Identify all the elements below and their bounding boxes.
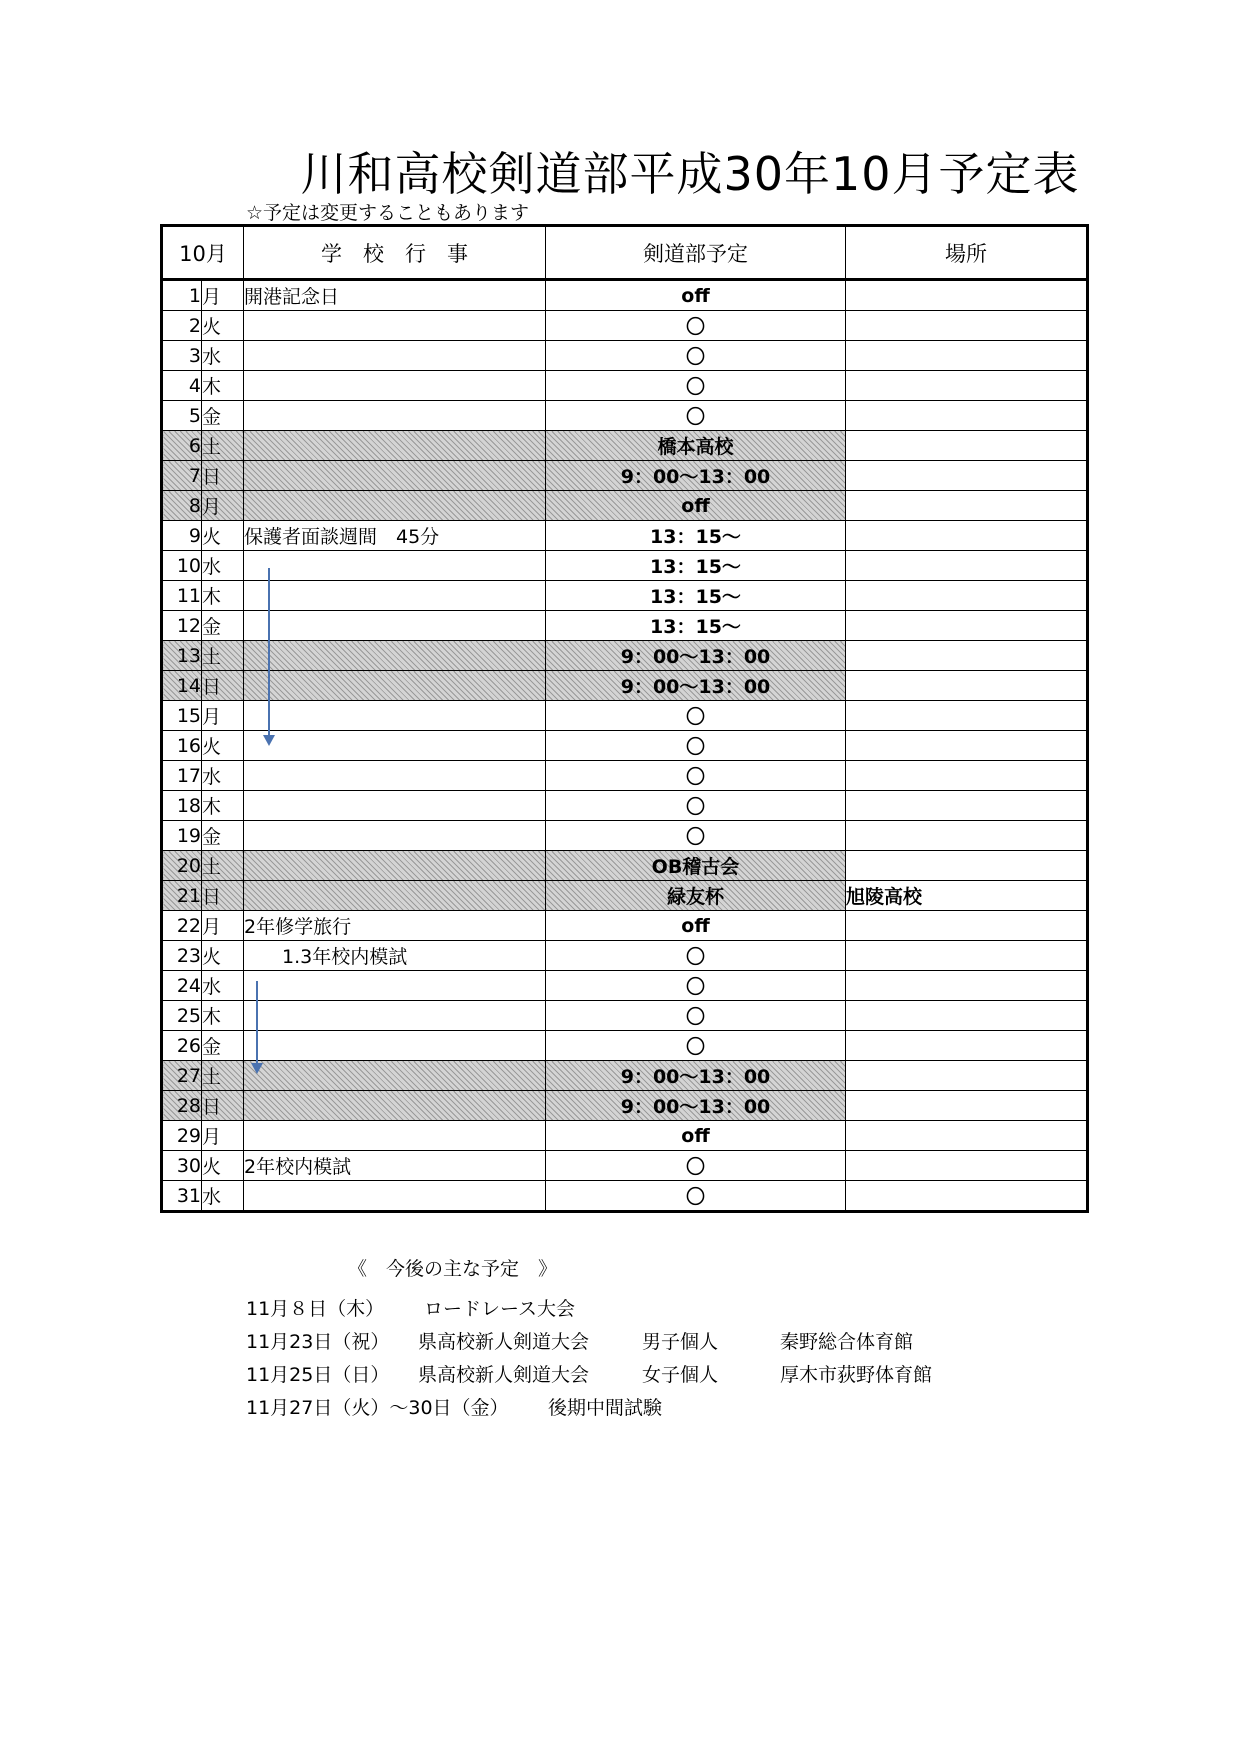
weekday-cell: 月	[202, 1121, 244, 1151]
table-header-row	[162, 226, 1088, 280]
day-cell: 14	[162, 671, 202, 701]
table-row	[162, 431, 1088, 461]
day-cell: 3	[162, 341, 202, 371]
upcoming-date: 11月27日（火）～30日（金）	[246, 1397, 509, 1419]
school-event-cell	[244, 611, 546, 641]
place-cell	[846, 911, 1088, 941]
table-row	[162, 641, 1088, 671]
club-schedule-cell: 〇	[546, 1031, 846, 1061]
weekday-cell: 木	[202, 791, 244, 821]
day-cell: 6	[162, 431, 202, 461]
school-event-cell	[244, 1091, 546, 1121]
school-event-cell	[244, 371, 546, 401]
school-event-cell	[244, 431, 546, 461]
place-cell	[846, 1121, 1088, 1151]
weekday-cell: 水	[202, 1181, 244, 1212]
table-row	[162, 461, 1088, 491]
club-schedule-cell: 〇	[546, 1151, 846, 1181]
club-schedule-cell: 〇	[546, 791, 846, 821]
table-row	[162, 1061, 1088, 1091]
place-cell	[846, 761, 1088, 791]
school-event-cell	[244, 1001, 546, 1031]
club-schedule-cell: 〇	[546, 401, 846, 431]
weekday-cell: 日	[202, 1091, 244, 1121]
table-row	[162, 971, 1088, 1001]
club-schedule-cell: 〇	[546, 701, 846, 731]
table-row	[162, 1031, 1088, 1061]
weekday-cell: 土	[202, 851, 244, 881]
schedule-body	[162, 280, 1088, 1212]
place-cell	[846, 941, 1088, 971]
upcoming-venue: 厚木市荻野体育館	[780, 1364, 933, 1386]
school-event-cell	[244, 971, 546, 1001]
upcoming-venue: 秦野総合体育館	[780, 1331, 914, 1353]
upcoming-date: 11月23日（祝）	[246, 1331, 390, 1353]
day-cell: 18	[162, 791, 202, 821]
weekday-cell: 金	[202, 611, 244, 641]
table-row	[162, 821, 1088, 851]
table-row	[162, 1181, 1088, 1212]
place-cell	[846, 1061, 1088, 1091]
club-schedule-cell: 〇	[546, 761, 846, 791]
school-event-cell	[244, 701, 546, 731]
upcoming-date: 11月８日（木）	[246, 1298, 385, 1320]
table-row	[162, 611, 1088, 641]
club-schedule-cell: 13：15～	[546, 611, 846, 641]
table-row	[162, 911, 1088, 941]
weekday-cell: 水	[202, 761, 244, 791]
place-cell	[846, 851, 1088, 881]
day-cell: 9	[162, 521, 202, 551]
club-schedule-cell: 橋本高校	[546, 431, 846, 461]
table-row	[162, 791, 1088, 821]
day-cell: 24	[162, 971, 202, 1001]
upcoming-event: 県高校新人剣道大会	[418, 1364, 590, 1386]
club-schedule-cell: off	[546, 280, 846, 311]
weekday-cell: 日	[202, 461, 244, 491]
weekday-cell: 火	[202, 311, 244, 341]
place-cell	[846, 431, 1088, 461]
day-cell: 15	[162, 701, 202, 731]
school-event-cell	[244, 881, 546, 911]
weekday-cell: 火	[202, 941, 244, 971]
day-cell: 29	[162, 1121, 202, 1151]
school-event-cell	[244, 821, 546, 851]
place-cell	[846, 461, 1088, 491]
school-event-cell	[244, 491, 546, 521]
school-event-cell	[244, 1121, 546, 1151]
place-cell	[846, 671, 1088, 701]
arrow-icon	[256, 981, 258, 1064]
day-cell: 28	[162, 1091, 202, 1121]
place-cell	[846, 821, 1088, 851]
school-event-cell: 2年修学旅行	[244, 911, 546, 941]
school-event-cell: 1.3年校内模試	[244, 941, 546, 971]
club-schedule-cell: 〇	[546, 731, 846, 761]
place-cell	[846, 401, 1088, 431]
place-cell	[846, 791, 1088, 821]
weekday-cell: 土	[202, 1061, 244, 1091]
schedule-note: ☆予定は変更することもあります	[246, 202, 530, 224]
day-cell: 10	[162, 551, 202, 581]
school-event-cell	[244, 581, 546, 611]
school-event-cell	[244, 341, 546, 371]
club-schedule-cell: 9：00～13：00	[546, 461, 846, 491]
place-cell	[846, 371, 1088, 401]
school-event-cell	[244, 671, 546, 701]
school-event-cell	[244, 401, 546, 431]
club-schedule-cell: 〇	[546, 1181, 846, 1212]
club-schedule-cell: 9：00～13：00	[546, 671, 846, 701]
school-event-cell: 保護者面談週間 45分	[244, 521, 546, 551]
club-schedule-cell: 〇	[546, 971, 846, 1001]
day-cell: 2	[162, 311, 202, 341]
day-cell: 13	[162, 641, 202, 671]
place-cell	[846, 1001, 1088, 1031]
weekday-cell: 月	[202, 911, 244, 941]
day-cell: 26	[162, 1031, 202, 1061]
club-schedule-cell: 〇	[546, 941, 846, 971]
school-event-cell	[244, 641, 546, 671]
weekday-cell: 日	[202, 671, 244, 701]
upcoming-heading: 《 今後の主な予定 》	[348, 1258, 558, 1280]
day-cell: 5	[162, 401, 202, 431]
club-schedule-cell: 〇	[546, 1001, 846, 1031]
place-cell	[846, 1031, 1088, 1061]
club-schedule-cell: 〇	[546, 821, 846, 851]
header-school-events: 学 校 行 事	[244, 226, 546, 280]
weekday-cell: 水	[202, 341, 244, 371]
upcoming-category: 男子個人	[642, 1331, 719, 1353]
school-event-cell	[244, 731, 546, 761]
school-event-cell: 開港記念日	[244, 280, 546, 311]
club-schedule-cell: 緑友杯	[546, 881, 846, 911]
table-row	[162, 311, 1088, 341]
day-cell: 31	[162, 1181, 202, 1212]
weekday-cell: 金	[202, 401, 244, 431]
day-cell: 20	[162, 851, 202, 881]
day-cell: 22	[162, 911, 202, 941]
weekday-cell: 月	[202, 280, 244, 311]
table-row	[162, 671, 1088, 701]
table-row	[162, 401, 1088, 431]
weekday-cell: 火	[202, 1151, 244, 1181]
table-row	[162, 371, 1088, 401]
place-cell	[846, 1151, 1088, 1181]
weekday-cell: 月	[202, 491, 244, 521]
header-month: 10月	[162, 226, 244, 280]
header-place: 場所	[846, 226, 1088, 280]
place-cell	[846, 611, 1088, 641]
weekday-cell: 水	[202, 971, 244, 1001]
place-cell	[846, 971, 1088, 1001]
weekday-cell: 土	[202, 641, 244, 671]
school-event-cell	[244, 1061, 546, 1091]
place-cell	[846, 491, 1088, 521]
day-cell: 11	[162, 581, 202, 611]
place-cell	[846, 581, 1088, 611]
school-event-cell	[244, 851, 546, 881]
place-cell	[846, 1091, 1088, 1121]
place-cell	[846, 551, 1088, 581]
club-schedule-cell: off	[546, 491, 846, 521]
weekday-cell: 金	[202, 821, 244, 851]
table-row	[162, 491, 1088, 521]
day-cell: 19	[162, 821, 202, 851]
weekday-cell: 土	[202, 431, 244, 461]
upcoming-event: 後期中間試験	[548, 1397, 663, 1419]
school-event-cell	[244, 1181, 546, 1212]
schedule-table	[160, 224, 1089, 1213]
table-row	[162, 701, 1088, 731]
weekday-cell: 月	[202, 701, 244, 731]
weekday-cell: 木	[202, 371, 244, 401]
weekday-cell: 木	[202, 581, 244, 611]
school-event-cell: 2年校内模試	[244, 1151, 546, 1181]
weekday-cell: 水	[202, 551, 244, 581]
table-row	[162, 881, 1088, 911]
day-cell: 27	[162, 1061, 202, 1091]
table-row	[162, 731, 1088, 761]
weekday-cell: 火	[202, 521, 244, 551]
upcoming-category: 女子個人	[642, 1364, 719, 1386]
upcoming-event: ロードレース大会	[424, 1298, 576, 1320]
day-cell: 17	[162, 761, 202, 791]
club-schedule-cell: 9：00～13：00	[546, 1061, 846, 1091]
table-row	[162, 761, 1088, 791]
school-event-cell	[244, 1031, 546, 1061]
day-cell: 30	[162, 1151, 202, 1181]
place-cell	[846, 341, 1088, 371]
table-row	[162, 1121, 1088, 1151]
club-schedule-cell: 〇	[546, 311, 846, 341]
day-cell: 7	[162, 461, 202, 491]
table-row	[162, 1091, 1088, 1121]
place-cell: 旭陵高校	[846, 881, 1088, 911]
club-schedule-cell: 9：00～13：00	[546, 1091, 846, 1121]
school-event-cell	[244, 551, 546, 581]
table-row	[162, 941, 1088, 971]
school-event-cell	[244, 761, 546, 791]
club-schedule-cell: off	[546, 1121, 846, 1151]
place-cell	[846, 1181, 1088, 1212]
place-cell	[846, 731, 1088, 761]
place-cell	[846, 521, 1088, 551]
place-cell	[846, 280, 1088, 311]
day-cell: 23	[162, 941, 202, 971]
place-cell	[846, 641, 1088, 671]
school-event-cell	[244, 461, 546, 491]
day-cell: 21	[162, 881, 202, 911]
table-row	[162, 521, 1088, 551]
day-cell: 1	[162, 280, 202, 311]
day-cell: 16	[162, 731, 202, 761]
table-row	[162, 1151, 1088, 1181]
club-schedule-cell: 13：15～	[546, 521, 846, 551]
upcoming-event: 県高校新人剣道大会	[418, 1331, 590, 1353]
club-schedule-cell: 〇	[546, 371, 846, 401]
day-cell: 4	[162, 371, 202, 401]
upcoming-date: 11月25日（日）	[246, 1364, 390, 1386]
school-event-cell	[244, 311, 546, 341]
arrow-icon	[268, 568, 270, 736]
weekday-cell: 金	[202, 1031, 244, 1061]
table-row	[162, 280, 1088, 311]
day-cell: 12	[162, 611, 202, 641]
school-event-cell	[244, 791, 546, 821]
club-schedule-cell: OB稽古会	[546, 851, 846, 881]
weekday-cell: 日	[202, 881, 244, 911]
header-club-schedule: 剣道部予定	[546, 226, 846, 280]
page-title: 川和高校剣道部平成30年10月予定表	[300, 147, 1080, 201]
day-cell: 8	[162, 491, 202, 521]
club-schedule-cell: 9：00～13：00	[546, 641, 846, 671]
day-cell: 25	[162, 1001, 202, 1031]
club-schedule-cell: 13：15～	[546, 551, 846, 581]
club-schedule-cell: off	[546, 911, 846, 941]
table-row	[162, 341, 1088, 371]
weekday-cell: 火	[202, 731, 244, 761]
place-cell	[846, 311, 1088, 341]
weekday-cell: 木	[202, 1001, 244, 1031]
table-row	[162, 851, 1088, 881]
club-schedule-cell: 13：15～	[546, 581, 846, 611]
table-row	[162, 581, 1088, 611]
place-cell	[846, 701, 1088, 731]
table-row	[162, 551, 1088, 581]
club-schedule-cell: 〇	[546, 341, 846, 371]
table-row	[162, 1001, 1088, 1031]
